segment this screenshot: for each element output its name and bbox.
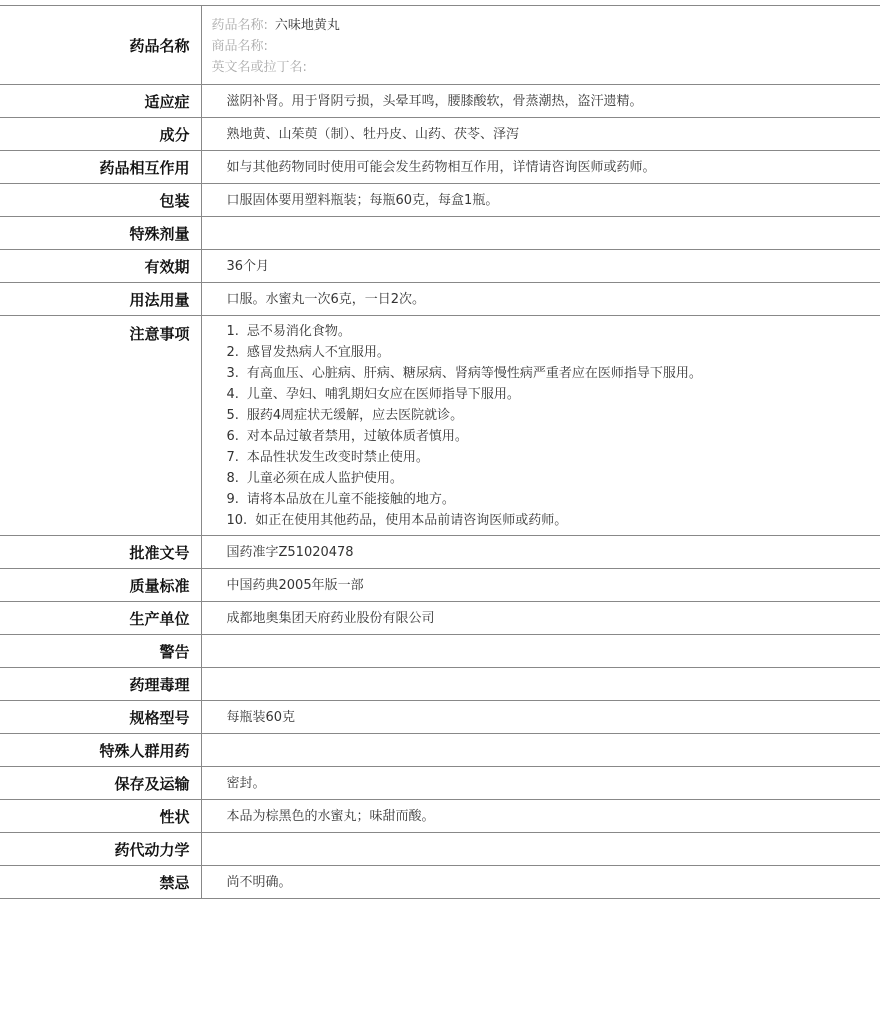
row-ingredients — [0, 118, 880, 151]
trade-name-key: 商品名称: — [211, 39, 268, 54]
row-description — [0, 800, 880, 833]
label-drug-names: 药品名称 — [0, 6, 201, 85]
row-shelf-life — [0, 250, 880, 283]
precaution-item: 8. 儿童必须在成人监护使用。 — [226, 471, 403, 486]
precaution-item: 4. 儿童、孕妇、哺乳期妇女应在医师指导下服用。 — [226, 387, 520, 402]
label-packaging: 包装 — [0, 184, 201, 217]
value-special-populations — [201, 734, 880, 767]
precaution-item: 3. 有高血压、心脏病、肝病、糖尿病、肾病等慢性病严重者应在医师指导下服用。 — [226, 366, 702, 381]
english-name-line — [212, 57, 880, 78]
row-storage — [0, 767, 880, 800]
row-approval-number — [0, 536, 880, 569]
value-usage: 口服。水蜜丸一次6克，一日2次。 — [226, 291, 426, 307]
value-warning — [201, 635, 880, 668]
row-warning — [0, 635, 880, 668]
value-description: 本品为棕黑色的水蜜丸；味甜而酸。 — [226, 808, 435, 824]
label-special-populations: 特殊人群用药 — [0, 734, 201, 767]
value-drug-names — [201, 6, 880, 85]
label-approval-number: 批准文号 — [0, 536, 201, 569]
english-name-key: 英文名或拉丁名: — [211, 60, 307, 75]
label-usage: 用法用量 — [0, 283, 201, 316]
label-contraindications: 禁忌 — [0, 866, 201, 899]
row-manufacturer — [0, 602, 880, 635]
label-storage: 保存及运输 — [0, 767, 201, 800]
value-approval-number: 国药准字Z51020478 — [226, 544, 354, 560]
row-packaging — [0, 184, 880, 217]
label-special-dosage: 特殊剂量 — [0, 217, 201, 250]
value-interactions: 如与其他药物同时使用可能会发生药物相互作用，详情请咨询医师或药师。 — [226, 159, 656, 175]
precaution-item: 6. 对本品过敏者禁用，过敏体质者慎用。 — [226, 429, 468, 444]
row-indications — [0, 85, 880, 118]
row-quality-standard — [0, 569, 880, 602]
precaution-item: 9. 请将本品放在儿童不能接触的地方。 — [226, 492, 455, 507]
label-interactions: 药品相互作用 — [0, 151, 201, 184]
row-special-populations — [0, 734, 880, 767]
value-shelf-life: 36个月 — [226, 258, 270, 274]
value-ingredients: 熟地黄、山茱萸（制）、牡丹皮、山药、茯苓、泽泻 — [226, 126, 520, 142]
label-toxicology: 药理毒理 — [0, 668, 201, 701]
label-manufacturer: 生产单位 — [0, 602, 201, 635]
label-shelf-life: 有效期 — [0, 250, 201, 283]
value-packaging: 口服固体要用塑料瓶装；每瓶60克，每盒1瓶。 — [226, 192, 499, 208]
generic-name-key: 药品名称: — [211, 18, 268, 33]
label-indications: 适应症 — [0, 85, 201, 118]
generic-name-value: 六味地黄丸 — [274, 18, 340, 33]
row-interactions — [0, 151, 880, 184]
label-precautions: 注意事项 — [0, 316, 201, 536]
value-toxicology — [201, 668, 880, 701]
row-toxicology — [0, 668, 880, 701]
value-special-dosage — [201, 217, 880, 250]
label-quality-standard: 质量标准 — [0, 569, 201, 602]
label-specification: 规格型号 — [0, 701, 201, 734]
value-precautions — [201, 316, 880, 536]
generic-name-line — [212, 15, 880, 36]
label-ingredients: 成分 — [0, 118, 201, 151]
value-manufacturer: 成都地奥集团天府药业股份有限公司 — [226, 610, 435, 626]
precaution-item: 5. 服药4周症状无缓解，应去医院就诊。 — [226, 408, 464, 423]
precaution-item: 1. 忌不易消化食物。 — [226, 324, 351, 339]
drug-spec-table — [0, 5, 880, 899]
value-storage: 密封。 — [226, 775, 266, 791]
row-special-dosage — [0, 217, 880, 250]
row-usage — [0, 283, 880, 316]
row-drug-names — [0, 6, 880, 85]
row-specification — [0, 701, 880, 734]
value-specification: 每瓶装60克 — [226, 709, 296, 725]
trade-name-line — [212, 36, 880, 57]
value-pharmacokinetics — [201, 833, 880, 866]
value-quality-standard: 中国药典2005年版一部 — [226, 577, 364, 593]
precaution-item: 2. 感冒发热病人不宜服用。 — [226, 345, 390, 360]
value-contraindications: 尚不明确。 — [226, 874, 292, 890]
label-description: 性状 — [0, 800, 201, 833]
value-indications: 滋阴补肾。用于肾阴亏损，头晕耳鸣，腰膝酸软，骨蒸潮热，盗汗遗精。 — [226, 93, 643, 109]
row-precautions — [0, 316, 880, 536]
label-pharmacokinetics: 药代动力学 — [0, 833, 201, 866]
precaution-item: 7. 本品性状发生改变时禁止使用。 — [226, 450, 429, 465]
row-contraindications — [0, 866, 880, 899]
row-pharmacokinetics — [0, 833, 880, 866]
label-warning: 警告 — [0, 635, 201, 668]
precaution-item: 10. 如正在使用其他药品，使用本品前请咨询医师或药师。 — [226, 513, 568, 528]
